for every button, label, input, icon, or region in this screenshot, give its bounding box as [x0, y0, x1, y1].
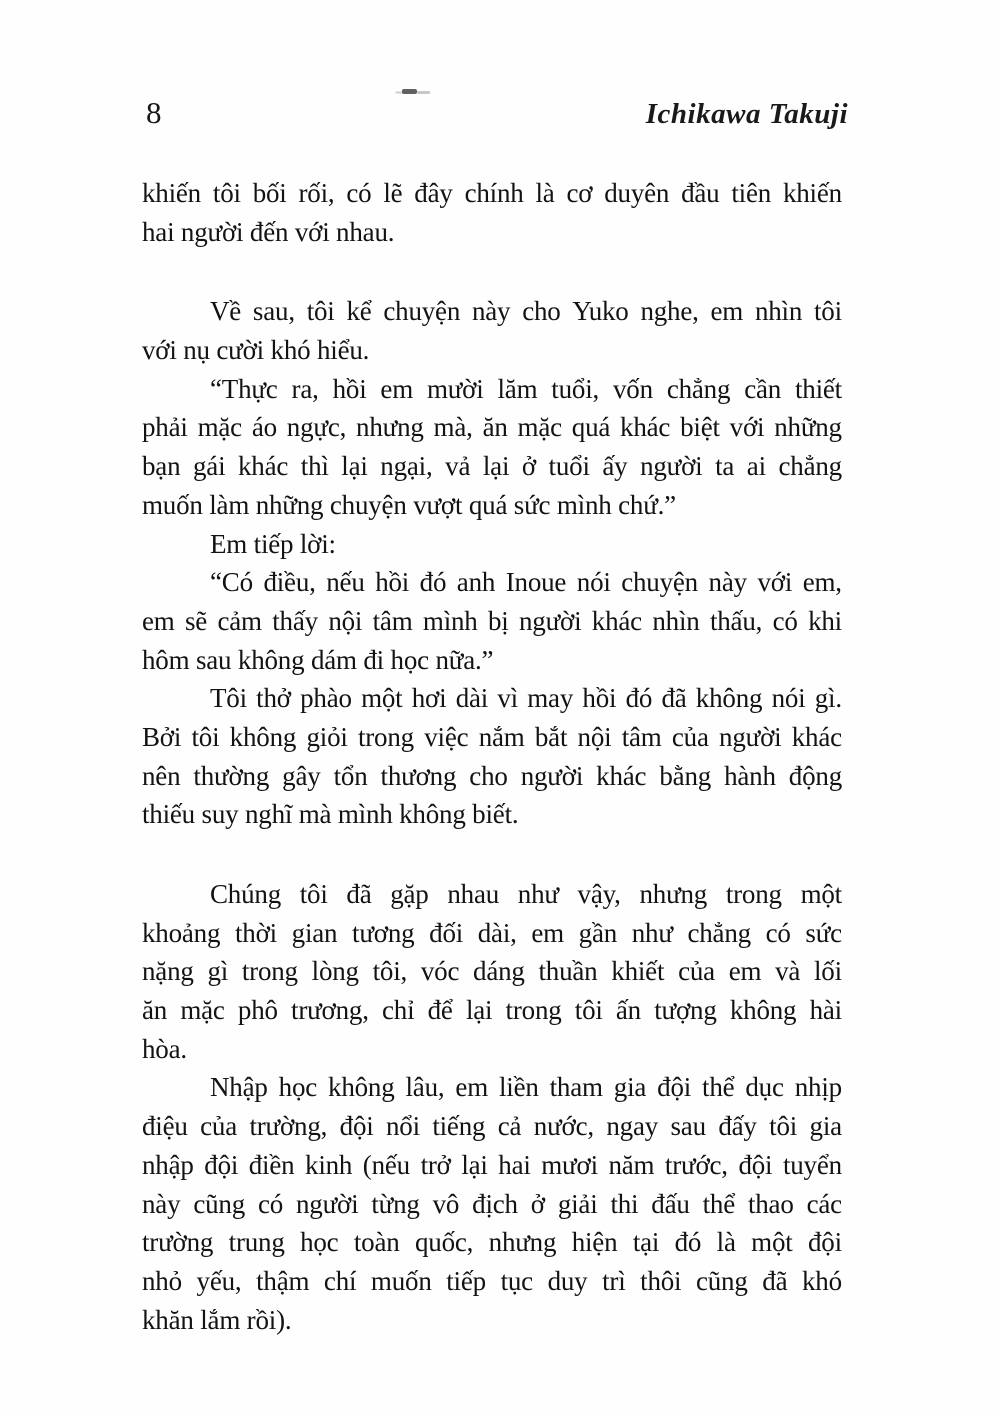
- page-body: [142, 174, 842, 1339]
- text-line: Nhập học không lâu, em liền tham gia đội thể dục nhịp: [210, 1072, 842, 1103]
- text-line: nhỏ yếu, thậm chí muốn tiếp tục duy trì thôi cũng đã khó: [142, 1265, 842, 1296]
- text-line: hòa.: [142, 1033, 187, 1064]
- text-line: trường trung học toàn quốc, nhưng hiện tại đó là một đội: [142, 1227, 842, 1258]
- text-line: “Có điều, nếu hồi đó anh Inoue nói chuyện này với em,: [210, 567, 842, 598]
- text-line: điệu của trường, đội nổi tiếng cả nước, ngay sau đấy tôi gia: [142, 1111, 842, 1142]
- text-line: muốn làm những chuyện vượt quá sức mình chứ.”: [142, 489, 676, 520]
- paragraph: [142, 292, 842, 369]
- paragraph: [142, 525, 842, 564]
- paragraph: [142, 174, 842, 251]
- text-line: hôm sau không dám đi học nữa.”: [142, 644, 494, 675]
- paragraph: [142, 563, 842, 679]
- paragraph: [142, 1068, 842, 1339]
- text-line: “Thực ra, hồi em mười lăm tuổi, vốn chẳng cần thiết: [210, 373, 842, 404]
- text-line: ăn mặc phô trương, chỉ để lại trong tôi ấn tượng không hài: [142, 995, 842, 1026]
- text-line: hai người đến với nhau.: [142, 216, 395, 247]
- text-line: bạn gái khác thì lại ngại, vả lại ở tuổi ấy người ta ai chẳng: [142, 451, 842, 482]
- page-number: 8: [146, 95, 162, 130]
- text-line: Bởi tôi không giỏi trong việc nắm bắt nội tâm của người khác: [142, 721, 842, 752]
- page-header: [146, 95, 848, 132]
- text-line: Tôi thở phào một hơi dài vì may hồi đó đã không nói gì.: [210, 683, 842, 714]
- text-line: nên thường gây tổn thương cho người khác bằng hành động: [142, 760, 842, 791]
- text-line: Về sau, tôi kể chuyện này cho Yuko nghe, em nhìn tôi: [210, 296, 842, 327]
- text-line: khăn lắm rồi).: [142, 1304, 292, 1335]
- text-line: thiếu suy nghĩ mà mình không biết.: [142, 799, 519, 830]
- running-header-author: Ichikawa Takuji: [645, 98, 848, 130]
- paragraph: [142, 875, 842, 1068]
- text-line: em sẽ cảm thấy nội tâm mình bị người khác nhìn thấu, có khi: [142, 605, 842, 636]
- text-line: khiến tôi bối rối, có lẽ đây chính là cơ duyên đầu tiên khiến: [142, 178, 842, 208]
- text-line: này cũng có người từng vô địch ở giải thi đấu thể thao các: [142, 1188, 842, 1219]
- scan-artifact: [402, 89, 417, 94]
- text-line: khoảng thời gian tương đối dài, em gần như chẳng có sức: [142, 917, 842, 948]
- text-line: nặng gì trong lòng tôi, vóc dáng thuần khiết của em và lối: [142, 956, 842, 987]
- text-line: nhập đội điền kinh (nếu trở lại hai mươi năm trước, đội tuyển: [142, 1149, 842, 1180]
- paragraph: [142, 679, 842, 834]
- text-line: Chúng tôi đã gặp nhau như vậy, nhưng trong một: [210, 879, 842, 909]
- text-line: Em tiếp lời:: [210, 528, 336, 559]
- text-line: với nụ cười khó hiểu.: [142, 335, 370, 366]
- text-line: phải mặc áo ngực, nhưng mà, ăn mặc quá khác biệt với những: [142, 412, 842, 443]
- paragraph: [142, 370, 842, 525]
